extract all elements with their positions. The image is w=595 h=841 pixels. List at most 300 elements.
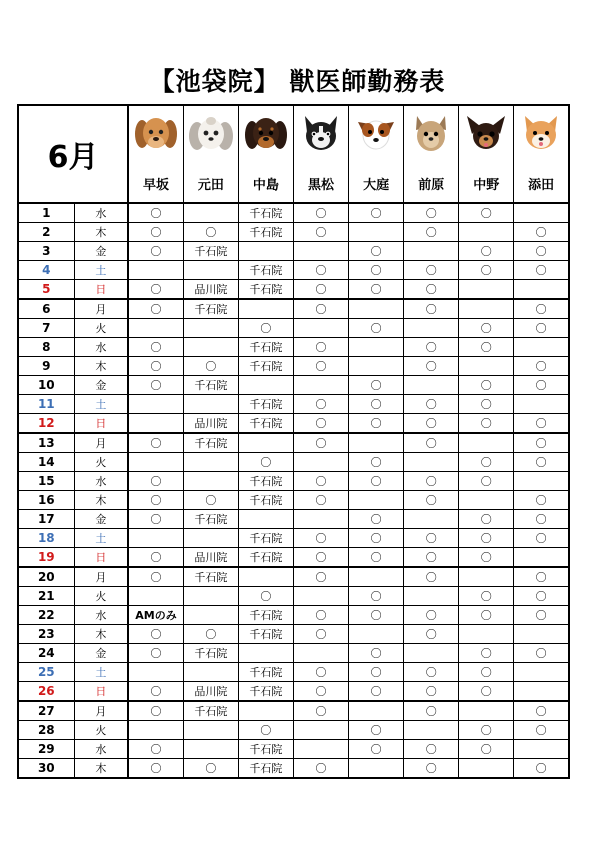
shift-cell: 千石院 [238, 357, 293, 376]
shift-cell: 〇 [459, 663, 514, 682]
shift-cell [514, 548, 569, 568]
date-cell: 4 [18, 261, 74, 280]
shift-cell: 〇 [349, 663, 404, 682]
shift-cell: 〇 [459, 453, 514, 472]
table-row [18, 472, 569, 491]
date-cell: 18 [18, 529, 74, 548]
shift-cell: 〇 [293, 338, 348, 357]
shift-cell: 〇 [514, 223, 569, 242]
shift-cell: 千石院 [238, 682, 293, 702]
shift-cell: 〇 [293, 223, 348, 242]
shift-cell: 〇 [349, 472, 404, 491]
table-row [18, 625, 569, 644]
shift-cell [349, 338, 404, 357]
shift-cell [459, 433, 514, 453]
date-cell: 2 [18, 223, 74, 242]
yorkshire-terrier-icon [409, 112, 453, 156]
shift-cell [183, 453, 238, 472]
date-cell: 3 [18, 242, 74, 261]
shift-cell [404, 319, 459, 338]
shift-cell [514, 682, 569, 702]
date-cell: 13 [18, 433, 74, 453]
shift-cell: 〇 [404, 414, 459, 434]
shift-cell: 〇 [128, 701, 183, 721]
date-cell: 28 [18, 721, 74, 740]
vet-name: 中島 [252, 178, 279, 193]
weekday-cell: 木 [74, 223, 128, 242]
shift-cell [128, 261, 183, 280]
date-cell: 19 [18, 548, 74, 568]
table-row [18, 529, 569, 548]
shift-cell: 〇 [349, 414, 404, 434]
date-cell: 14 [18, 453, 74, 472]
date-cell: 25 [18, 663, 74, 682]
shift-cell: 〇 [404, 395, 459, 414]
shift-cell: 〇 [459, 395, 514, 414]
shift-cell [459, 280, 514, 300]
date-cell: 27 [18, 701, 74, 721]
date-cell: 10 [18, 376, 74, 395]
shift-cell: 〇 [459, 242, 514, 261]
weekday-cell: 月 [74, 701, 128, 721]
shift-cell: 〇 [404, 529, 459, 548]
shift-cell: 〇 [514, 587, 569, 606]
shift-cell: 〇 [514, 453, 569, 472]
shift-cell: 〇 [128, 759, 183, 779]
vet-column-header [459, 105, 514, 203]
weekday-cell: 土 [74, 663, 128, 682]
date-cell: 17 [18, 510, 74, 529]
shift-cell: 〇 [293, 433, 348, 453]
shift-cell: 〇 [514, 491, 569, 510]
shift-cell: 〇 [404, 759, 459, 779]
shift-cell: 〇 [459, 414, 514, 434]
shift-cell: 〇 [128, 280, 183, 300]
table-row [18, 280, 569, 300]
shift-cell: 〇 [183, 625, 238, 644]
weekday-cell: 水 [74, 606, 128, 625]
shift-cell: 〇 [459, 721, 514, 740]
shift-cell: 〇 [293, 701, 348, 721]
shift-cell [349, 223, 404, 242]
shift-cell: 〇 [404, 491, 459, 510]
shift-cell [349, 567, 404, 587]
table-row [18, 376, 569, 395]
shift-cell [128, 319, 183, 338]
shift-cell: 〇 [293, 491, 348, 510]
vet-name: 黒松 [308, 178, 335, 193]
schedule-body [18, 203, 569, 778]
shift-cell [183, 721, 238, 740]
shift-cell [514, 472, 569, 491]
shift-cell: 〇 [349, 529, 404, 548]
shift-cell: 〇 [183, 759, 238, 779]
shift-cell: 千石院 [238, 606, 293, 625]
shift-cell: 千石院 [183, 433, 238, 453]
table-row [18, 663, 569, 682]
table-row [18, 357, 569, 376]
table-row [18, 510, 569, 529]
table-row [18, 203, 569, 223]
shift-cell [128, 663, 183, 682]
schedule-table [17, 104, 570, 779]
shift-cell: 〇 [293, 472, 348, 491]
shift-cell [183, 319, 238, 338]
shift-cell [293, 644, 348, 663]
date-cell: 30 [18, 759, 74, 779]
shift-cell: 〇 [404, 682, 459, 702]
vet-column-header [128, 105, 183, 203]
shift-cell: 〇 [514, 261, 569, 280]
shift-cell [128, 414, 183, 434]
shift-cell [293, 510, 348, 529]
shift-cell: 〇 [349, 682, 404, 702]
shift-cell [459, 299, 514, 319]
shift-cell: 千石院 [238, 280, 293, 300]
shift-cell [183, 606, 238, 625]
shift-cell: 〇 [514, 357, 569, 376]
shift-cell [459, 759, 514, 779]
shift-cell: 〇 [349, 319, 404, 338]
shift-cell: 〇 [459, 740, 514, 759]
weekday-cell: 金 [74, 376, 128, 395]
table-row [18, 395, 569, 414]
table-row [18, 223, 569, 242]
date-cell: 20 [18, 567, 74, 587]
shift-cell [404, 453, 459, 472]
shift-cell [404, 376, 459, 395]
shift-cell [293, 242, 348, 261]
shift-cell: 〇 [514, 529, 569, 548]
table-row [18, 587, 569, 606]
table-row [18, 414, 569, 434]
vet-column-header [238, 105, 293, 203]
shift-cell: 千石院 [238, 203, 293, 223]
shift-cell [128, 453, 183, 472]
shift-cell: 〇 [128, 357, 183, 376]
shift-cell: 〇 [514, 510, 569, 529]
shift-cell [459, 701, 514, 721]
date-cell: 5 [18, 280, 74, 300]
date-cell: 24 [18, 644, 74, 663]
table-row [18, 606, 569, 625]
shift-cell: 〇 [293, 357, 348, 376]
table-row [18, 299, 569, 319]
shift-cell: 品川院 [183, 548, 238, 568]
vet-name: 大庭 [363, 178, 390, 193]
shift-cell: 〇 [349, 644, 404, 663]
shift-cell: 〇 [514, 606, 569, 625]
shift-cell [293, 319, 348, 338]
shift-cell [293, 721, 348, 740]
shift-cell [514, 740, 569, 759]
date-cell: 8 [18, 338, 74, 357]
shift-cell [183, 740, 238, 759]
shift-cell [293, 453, 348, 472]
shift-cell: 〇 [349, 587, 404, 606]
weekday-cell: 水 [74, 203, 128, 223]
date-cell: 12 [18, 414, 74, 434]
shift-cell: 品川院 [183, 414, 238, 434]
shift-cell: 〇 [128, 491, 183, 510]
shift-cell [349, 433, 404, 453]
shift-cell: 〇 [459, 376, 514, 395]
shift-cell: 〇 [128, 510, 183, 529]
shift-cell: 〇 [459, 203, 514, 223]
table-row [18, 433, 569, 453]
date-cell: 11 [18, 395, 74, 414]
shift-cell [349, 701, 404, 721]
shift-cell: 〇 [404, 625, 459, 644]
date-cell: 29 [18, 740, 74, 759]
shift-cell: 〇 [349, 261, 404, 280]
shift-cell: 〇 [349, 548, 404, 568]
shift-cell: 〇 [404, 433, 459, 453]
vet-name: 早坂 [142, 178, 169, 193]
shift-cell: 〇 [404, 223, 459, 242]
shift-cell: 〇 [349, 453, 404, 472]
month-label: 6月 [18, 105, 128, 203]
shift-cell: 〇 [293, 299, 348, 319]
shift-cell: 〇 [293, 606, 348, 625]
shift-cell: 〇 [349, 740, 404, 759]
table-row [18, 644, 569, 663]
vet-column-header [514, 105, 569, 203]
shift-cell: 品川院 [183, 280, 238, 300]
shift-cell: 〇 [293, 203, 348, 223]
shift-cell: 〇 [128, 682, 183, 702]
table-row [18, 721, 569, 740]
shift-cell: 千石院 [238, 338, 293, 357]
shift-cell [459, 491, 514, 510]
date-cell: 15 [18, 472, 74, 491]
date-cell: 26 [18, 682, 74, 702]
weekday-cell: 木 [74, 759, 128, 779]
chihuahua-icon [464, 112, 508, 156]
shift-cell [459, 357, 514, 376]
shift-cell: 〇 [404, 548, 459, 568]
dachshund-dark-icon [244, 112, 288, 156]
weekday-cell: 火 [74, 721, 128, 740]
shift-cell: 〇 [459, 587, 514, 606]
shift-cell: 〇 [404, 701, 459, 721]
shift-cell: 〇 [404, 338, 459, 357]
shift-cell: 千石院 [238, 759, 293, 779]
shift-cell [293, 740, 348, 759]
shift-cell [238, 376, 293, 395]
shift-cell: 〇 [404, 740, 459, 759]
shift-cell: 〇 [128, 433, 183, 453]
vet-column-header [349, 105, 404, 203]
vet-column-header [183, 105, 238, 203]
shift-cell: 千石院 [238, 472, 293, 491]
vet-name: 添田 [528, 178, 555, 193]
weekday-cell: 土 [74, 395, 128, 414]
shift-cell: 〇 [459, 606, 514, 625]
shift-cell: 〇 [514, 721, 569, 740]
shift-cell: 〇 [404, 299, 459, 319]
shift-cell: 千石院 [238, 548, 293, 568]
shift-cell [238, 644, 293, 663]
shift-cell: 千石院 [238, 223, 293, 242]
shift-cell [349, 357, 404, 376]
shift-cell: 〇 [349, 510, 404, 529]
shift-cell: 〇 [349, 280, 404, 300]
vet-name: 元田 [197, 178, 224, 193]
shift-cell [514, 395, 569, 414]
table-row [18, 242, 569, 261]
shift-cell [183, 663, 238, 682]
shift-cell [459, 223, 514, 242]
shift-cell [404, 242, 459, 261]
shift-cell: 〇 [128, 644, 183, 663]
shift-cell: 千石院 [238, 740, 293, 759]
shift-cell: 〇 [404, 472, 459, 491]
shift-cell: 〇 [514, 701, 569, 721]
table-row [18, 548, 569, 568]
shift-cell: 千石院 [183, 376, 238, 395]
shift-cell [349, 491, 404, 510]
shift-cell: 〇 [404, 261, 459, 280]
weekday-cell: 水 [74, 740, 128, 759]
shift-cell: 千石院 [183, 567, 238, 587]
shift-cell: 〇 [514, 433, 569, 453]
date-cell: 1 [18, 203, 74, 223]
table-row [18, 682, 569, 702]
shift-cell [349, 625, 404, 644]
shift-cell: 千石院 [238, 529, 293, 548]
shift-cell: 〇 [404, 567, 459, 587]
shift-cell: 〇 [459, 319, 514, 338]
weekday-cell: 金 [74, 510, 128, 529]
shift-cell: 〇 [349, 203, 404, 223]
shift-cell [238, 242, 293, 261]
shift-cell [183, 472, 238, 491]
shift-cell: 〇 [514, 242, 569, 261]
shift-cell: 千石院 [183, 644, 238, 663]
shift-cell [128, 721, 183, 740]
weekday-cell: 日 [74, 414, 128, 434]
weekday-cell: 日 [74, 682, 128, 702]
shift-cell [514, 338, 569, 357]
shift-cell: 〇 [349, 395, 404, 414]
weekday-cell: 木 [74, 357, 128, 376]
weekday-cell: 火 [74, 587, 128, 606]
vet-name: 前原 [418, 178, 445, 193]
shift-cell [293, 376, 348, 395]
shift-cell: 〇 [293, 261, 348, 280]
shiba-inu-icon [519, 112, 563, 156]
shift-cell: 〇 [238, 587, 293, 606]
shift-cell: 〇 [459, 472, 514, 491]
shift-cell: 〇 [459, 682, 514, 702]
shift-cell [128, 395, 183, 414]
shift-cell: 千石院 [238, 663, 293, 682]
shift-cell: 〇 [349, 721, 404, 740]
shift-cell: 〇 [349, 606, 404, 625]
shift-cell [238, 701, 293, 721]
shift-cell: 〇 [459, 644, 514, 663]
shift-cell: 〇 [404, 663, 459, 682]
date-cell: 21 [18, 587, 74, 606]
shift-cell [349, 299, 404, 319]
shift-cell [514, 625, 569, 644]
shift-cell: 〇 [459, 529, 514, 548]
shift-cell: 千石院 [238, 491, 293, 510]
date-cell: 7 [18, 319, 74, 338]
shift-cell: 〇 [128, 376, 183, 395]
weekday-cell: 月 [74, 433, 128, 453]
shift-cell [183, 529, 238, 548]
shift-cell: 〇 [459, 548, 514, 568]
shift-cell [238, 510, 293, 529]
table-row [18, 261, 569, 280]
vet-name: 中野 [473, 178, 500, 193]
date-cell: 6 [18, 299, 74, 319]
shift-cell [404, 510, 459, 529]
weekday-cell: 火 [74, 453, 128, 472]
shift-cell [293, 587, 348, 606]
shift-cell [514, 203, 569, 223]
weekday-cell: 日 [74, 280, 128, 300]
shift-cell: 〇 [514, 644, 569, 663]
weekday-cell: 火 [74, 319, 128, 338]
shift-cell: 〇 [459, 338, 514, 357]
shift-cell: 〇 [404, 357, 459, 376]
shift-cell [183, 338, 238, 357]
header-row [18, 105, 569, 203]
shift-cell [128, 529, 183, 548]
shift-cell [238, 299, 293, 319]
shift-cell: 〇 [128, 740, 183, 759]
page-title: 【池袋院】 獣医師勤務表 [149, 67, 446, 96]
shift-cell: 〇 [128, 299, 183, 319]
vet-column-header [404, 105, 459, 203]
shift-cell: 〇 [349, 242, 404, 261]
shift-cell: 〇 [128, 567, 183, 587]
shift-cell: 〇 [293, 625, 348, 644]
shift-cell [238, 567, 293, 587]
weekday-cell: 金 [74, 644, 128, 663]
shift-cell: 〇 [514, 414, 569, 434]
shift-cell: 〇 [404, 280, 459, 300]
shift-cell: 品川院 [183, 682, 238, 702]
shift-cell: 千石院 [238, 414, 293, 434]
shift-cell [183, 261, 238, 280]
shift-cell [404, 587, 459, 606]
shift-cell [183, 587, 238, 606]
shift-cell: 〇 [128, 203, 183, 223]
table-row [18, 319, 569, 338]
date-cell: 22 [18, 606, 74, 625]
shift-cell: 〇 [514, 567, 569, 587]
shift-cell [459, 567, 514, 587]
dachshund-light-icon [134, 112, 178, 156]
shift-cell [183, 203, 238, 223]
shift-cell: 〇 [293, 548, 348, 568]
shift-cell: 〇 [183, 223, 238, 242]
weekday-cell: 木 [74, 625, 128, 644]
weekday-cell: 水 [74, 338, 128, 357]
weekday-cell: 水 [74, 472, 128, 491]
weekday-cell: 金 [74, 242, 128, 261]
weekday-cell: 土 [74, 261, 128, 280]
jack-russell-icon [354, 112, 398, 156]
shift-cell: AMのみ [128, 606, 183, 625]
french-bulldog-icon [299, 112, 343, 156]
shift-cell: 千石院 [183, 510, 238, 529]
shift-cell: 〇 [514, 376, 569, 395]
